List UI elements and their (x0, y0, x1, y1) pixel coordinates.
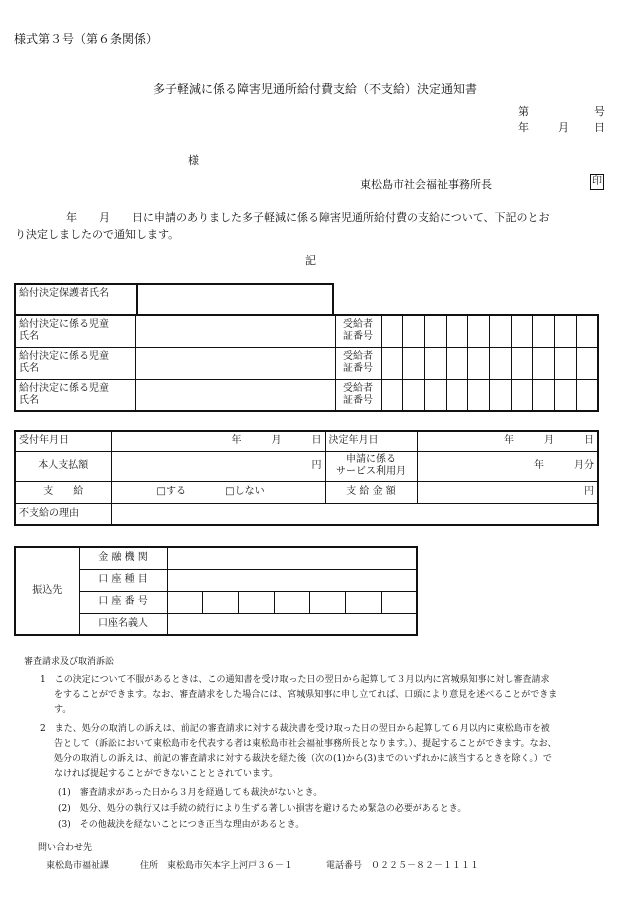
pay-amount-label: 支 給 金 額 (325, 481, 417, 503)
service-month-label: 申請に係る サービス利用月 (325, 451, 417, 481)
cert-label: 受給者 証番号 (335, 315, 381, 347)
account-type-field[interactable] (167, 569, 417, 591)
date-nen: 年 (518, 121, 529, 134)
payment-yes-checkbox[interactable]: □する (156, 486, 186, 497)
decision-date-label: 決定年月日 (325, 431, 417, 451)
child-row (15, 379, 598, 411)
bank-label: 金 融 機 関 (79, 547, 167, 569)
notes-line: なければ提起することができないこととされています。 (54, 769, 279, 779)
body-line-1: 年 月 日に申請のありました多子軽減に係る障害児通所給付費の支給について、下記のとお (66, 211, 550, 224)
payment-no-checkbox[interactable]: □しない (225, 486, 265, 497)
ki-label: 記 (305, 254, 316, 267)
notes-line: (1) 審査請求があった日から３月を経過しても裁決がないとき。 (58, 788, 323, 798)
decision-date-field[interactable]: 年 月 日 (417, 431, 598, 451)
form-code: 様式第３号（第６条関係） (14, 32, 159, 46)
guardian-name-field[interactable] (137, 284, 333, 315)
cert-label: 受給者 証番号 (335, 347, 381, 379)
guardian-label: 給付決定保護者氏名 (15, 284, 137, 315)
notes-line: 2 また、処分の取消しの訴えは、前記の審査請求に対する裁決書を受け取った日の翌日から起算して６月以内に東松島市を被 (40, 724, 550, 734)
notes-line: (3) その他裁決を経ないことにつき正当な理由があるとき。 (58, 820, 305, 830)
payment-label: 支 給 (15, 481, 111, 503)
holder-label: 口座名義人 (79, 613, 167, 635)
self-pay-label: 本人支払額 (15, 451, 111, 481)
bank-field[interactable] (167, 547, 417, 569)
notes-line: 処分の取消しの訴えは、前記の審査請求に対する裁決を経た後（次の(1)から(3)までのいずれかに該当するときを除く。）で (54, 754, 552, 764)
received-date-field[interactable]: 年 月 日 (111, 431, 325, 451)
notes-line: 1 この決定について不服があるときは、この通知書を受け取った日の翌日から起算して３月以内に宮城県知事に対し審査請求 (40, 675, 550, 685)
child-row (15, 347, 598, 379)
self-pay-field[interactable]: 円 (111, 451, 325, 481)
account-type-label: 口 座 種 目 (79, 569, 167, 591)
body-line-2: り決定しましたので通知します。 (15, 228, 180, 241)
guardian-table (14, 283, 334, 316)
doc-number-go: 号 (594, 105, 605, 118)
contact-dept: 東松島市福祉課 (46, 861, 110, 871)
pay-amount-field[interactable]: 円 (417, 481, 598, 503)
page-title: 多子軽減に係る障害児通所給付費支給（不支給）決定通知書 (152, 82, 477, 96)
date-hi: 日 (594, 121, 605, 134)
reason-field[interactable] (111, 503, 598, 525)
child-row (15, 315, 598, 347)
notes-line: をすることができます。なお、審査請求をした場合には、宮城県知事に申し立てれば、口頭により意見を述べることができま (54, 690, 558, 700)
notes-line: す。 (54, 705, 72, 715)
child-label: 給付決定に係る児童 氏名 (15, 379, 135, 411)
child-label: 給付決定に係る児童 氏名 (15, 315, 135, 347)
notes-line: (2) 処分、処分の執行又は手続の続行により生ずる著しい損害を避けるため緊急の必要があるとき。 (58, 804, 467, 814)
child-label: 給付決定に係る児童 氏名 (15, 347, 135, 379)
decision-table (14, 430, 599, 526)
bank-table (14, 546, 418, 636)
notes-line: 告として（訴訟において東松島市を代表する者は東松島市社会福祉事務所長となります。）、提起することができます。なお、 (54, 739, 557, 749)
cert-label: 受給者 証番号 (335, 379, 381, 411)
reason-label: 不支給の理由 (15, 503, 111, 525)
issuer: 東松島市社会福祉事務所長 (360, 178, 492, 191)
seal-mark: 印 (590, 174, 604, 190)
received-date-label: 受付年月日 (15, 431, 111, 451)
children-table (14, 314, 599, 412)
service-month-field[interactable]: 年 月分 (417, 451, 598, 481)
account-no-label: 口 座 番 号 (79, 591, 167, 613)
transfer-label: 振込先 (15, 547, 79, 635)
contact-phone: 電話番号 ０２２５－８２－１１１１ (326, 861, 480, 871)
contact-heading: 問い合わせ先 (38, 843, 93, 853)
payment-options (111, 481, 325, 503)
notes-heading: 審査請求及び取消訴訟 (24, 657, 115, 667)
doc-number-dai: 第 (518, 105, 529, 118)
child-name-field[interactable] (135, 347, 335, 379)
date-tsuki: 月 (558, 121, 569, 134)
holder-field[interactable] (167, 613, 417, 635)
contact-address: 住所 東松島市矢本字上河戸３６－１ (140, 861, 294, 871)
addressee-suffix: 様 (188, 154, 199, 167)
child-name-field[interactable] (135, 315, 335, 347)
child-name-field[interactable] (135, 379, 335, 411)
